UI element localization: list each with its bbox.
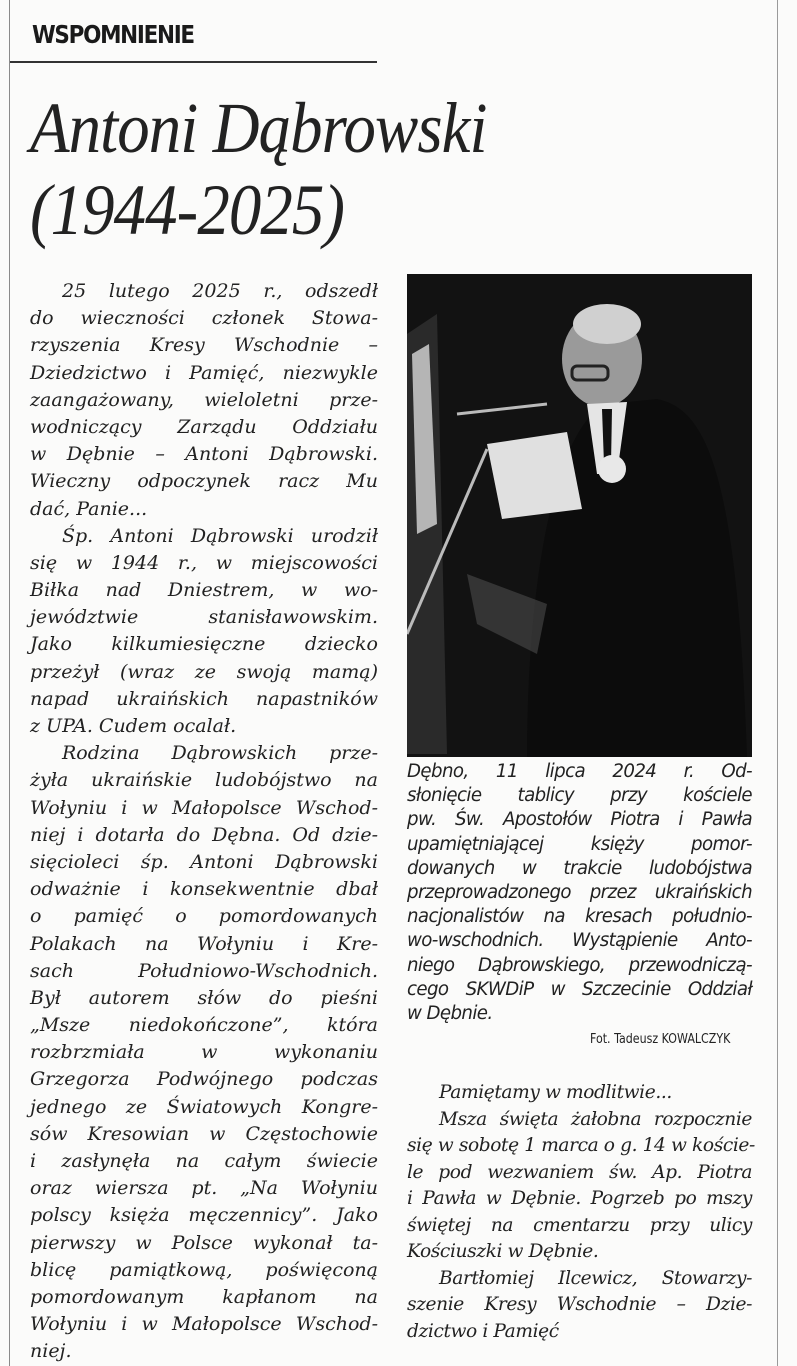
caption-line: niego Dąbrowskiego, przewodniczą- (407, 954, 752, 976)
text-line: Dziedzictwo i Pamięć, niezwykle (30, 361, 378, 384)
text-line: w Dębnie – Antoni Dąbrowski. (30, 443, 378, 466)
photo-speaker-icon (407, 274, 752, 757)
caption-line: Dębno, 11 lipca 2024 r. Od- (407, 761, 752, 782)
text-line: Biłka nad Dniestrem, w wo- (30, 579, 378, 602)
text-line: blicę pamiątkową, poświęconą (30, 1258, 378, 1281)
text-line: do wieczności członek Stowa- (30, 307, 378, 330)
caption-line: cego SKWDiP w Szczecinie Oddział (407, 978, 752, 1000)
text-line: dzictwo i Pamięć (407, 1320, 559, 1342)
photo-caption (407, 760, 752, 1026)
caption-line: dowanych w trakcie ludobójstwa (407, 857, 752, 879)
article-body-right-column (407, 1080, 755, 1345)
text-line: 25 lutego 2025 r., odszedł (62, 280, 378, 302)
paragraph (407, 1080, 752, 1107)
text-line: Bartłomiej Ilcewicz, Stowarzy- (439, 1267, 752, 1289)
text-line: Pamiętamy w modlitwie... (439, 1082, 672, 1103)
caption-line: w Dębnie. (407, 1002, 493, 1024)
text-line: polscy księża męczennicy”. Jako (30, 1204, 378, 1227)
photo-credit: Fot. Tadeusz KOWALCZYK (590, 1032, 731, 1047)
section-label: WSPOMNIENIE (32, 20, 194, 49)
text-line: zaangażowany, wieloletni prze- (30, 388, 378, 411)
text-line: Był autorem słów do pieśni (30, 986, 378, 1009)
caption-line: słonięcie tablicy przy kościele (407, 785, 752, 807)
text-line: jednego ze Światowych Kongre- (30, 1095, 378, 1118)
paragraph (30, 740, 378, 1365)
page-border-right (777, 0, 778, 1366)
text-line: niej i dotarła do Dębna. Od dzie- (30, 823, 378, 846)
text-line: rozbrzmiała w wykonaniu (30, 1041, 378, 1064)
text-line: niej. (30, 1340, 72, 1363)
text-line: le pod wezwaniem św. Ap. Piotra (407, 1161, 752, 1183)
text-line: jewództwie stanisławowskim. (30, 606, 378, 629)
text-line: Rodzina Dąbrowskich prze- (62, 742, 378, 765)
paragraph (407, 1107, 755, 1266)
text-line: Grzegorza Podwójnego podczas (30, 1068, 378, 1091)
text-line: i Pawła w Dębnie. Pogrzeb po mszy (407, 1188, 752, 1209)
paragraph (30, 523, 378, 741)
text-line: żyła ukraińskie ludobójstwo na (30, 769, 378, 792)
text-line: „Msze niedokończone”, która (30, 1014, 378, 1037)
text-line: Wieczny odpoczynek racz Mu (30, 470, 378, 493)
text-line: sów Kresowian w Częstochowie (30, 1122, 378, 1145)
text-line: Śp. Antoni Dąbrowski urodził (62, 524, 378, 547)
text-line: Msza święta żałobna rozpocznie (439, 1108, 752, 1130)
text-line: się w 1944 r., w miejscowości (30, 551, 378, 574)
text-line: napad ukraińskich napastników (30, 687, 378, 710)
text-line: sach Południowo-Wschodnich. (30, 959, 378, 982)
text-line: Wołyniu i w Małopolsce Wschod- (30, 796, 378, 819)
text-line: i zasłynęła na całym świecie (30, 1150, 378, 1172)
text-line: z UPA. Cudem ocalał. (30, 715, 237, 737)
text-line: się w sobotę 1 marca o g. 14 w koście- (407, 1135, 755, 1156)
text-line: rzyszenia Kresy Wschodnie – (30, 334, 378, 357)
text-line: szenie Kresy Wschodnie – Dzie- (407, 1294, 752, 1315)
text-line: wodniczący Zarządu Oddziału (30, 415, 378, 438)
caption-line: nacjonalistów na kresach południo- (407, 906, 752, 928)
text-line: pomordowanym kapłanom na (30, 1285, 378, 1308)
article-photo (407, 274, 752, 757)
caption-line: wo-wschodnich. Wystąpienie Anto- (407, 930, 752, 952)
text-line: Polakach na Wołyniu i Kre- (30, 932, 378, 955)
text-line: odważnie i konsekwentnie dbał (30, 878, 378, 901)
text-line: Kościuszki w Dębnie. (407, 1241, 599, 1262)
caption-line: upamiętniającej księży pomor- (407, 833, 752, 855)
text-line: przeżył (wraz ze swoją mamą) (30, 660, 378, 683)
text-line: dać, Panie... (30, 497, 148, 520)
text-line: o pamięć o pomordowanych (30, 905, 378, 928)
article-body-left-column (30, 278, 378, 1366)
paragraph (30, 278, 378, 523)
caption-line: pw. Św. Apostołów Piotra i Pawła (407, 809, 752, 831)
text-line: oraz wiersza pt. „Na Wołyniu (30, 1177, 378, 1200)
article-title-dates: (1944-2025) (30, 170, 345, 250)
paragraph (407, 1266, 752, 1346)
article-title-name: Antoni Dąbrowski (30, 88, 487, 168)
section-divider (10, 61, 377, 63)
text-line: Wołyniu i w Małopolsce Wschod- (30, 1313, 378, 1336)
text-line: pierwszy w Polsce wykonał ta- (30, 1231, 378, 1254)
text-line: świętej na cmentarzu przy ulicy (407, 1214, 752, 1236)
page-border-left (9, 0, 10, 1366)
text-line: Jako kilkumiesięczne dziecko (30, 633, 378, 656)
text-line: sięcioleci śp. Antoni Dąbrowski (30, 850, 378, 873)
caption-line: przeprowadzonego przez ukraińskich (407, 881, 752, 903)
